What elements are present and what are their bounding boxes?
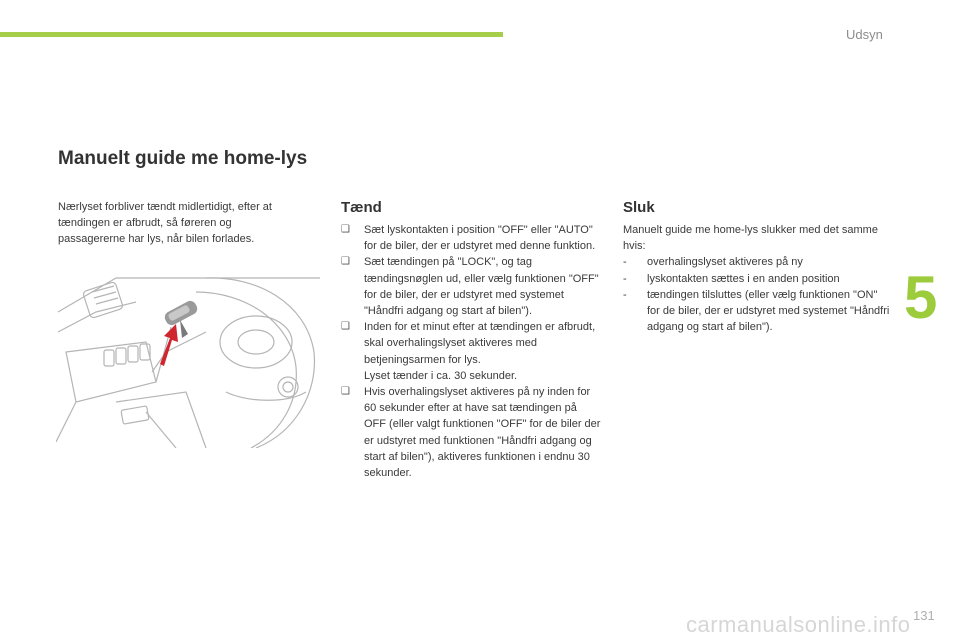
step-note: Lyset tænder i ca. 30 sekunder. [364,369,518,382]
intro-text: Nærlyset forbliver tændt midlertidigt, efter at tændingen er afbrudt, så føreren og passagererne har lys, når bilen forlades. [58,201,272,245]
taend-steps [341,222,601,481]
list-item [623,254,893,270]
sluk-heading: Sluk [623,199,655,216]
item-text: overhalingslyset aktiveres på ny [647,256,803,269]
step-text: Sæt tændingen på "LOCK", og tag tændingsnøglen ud, eller vælg funktionen "OFF" for de biler, der er udstyret med systemet "Håndfri adgang og start af bilen"). [364,256,599,318]
sluk-intro: Manuelt guide me home-lys slukker med det samme hvis: [623,224,878,253]
taend-heading: Tænd [341,199,382,216]
list-item [341,254,601,319]
chapter-color-bar [0,32,503,37]
step-text: Inden for et minut efter at tændingen er afbrudt, skal overhalingslyset aktiveres med betjeningsarmen for lys. [364,321,596,366]
list-item [341,384,601,481]
checkbox-bullet-icon: ❑ [341,224,350,235]
checkbox-bullet-icon: ❑ [341,321,350,333]
list-item [623,287,893,336]
dashboard-lever-illustration [56,272,320,448]
sluk-section [623,222,893,335]
watermark: carmanualsonline.info [686,612,911,637]
list-item [623,271,893,287]
item-text: lyskontakten sættes i en anden position [647,272,840,285]
list-item [341,319,601,384]
section-name: Udsyn [846,27,883,42]
page-title: Manuelt guide me home-lys [58,148,308,169]
chapter-number: 5 [904,264,938,331]
page-number: 131 [913,608,935,623]
dash-bullet: - [623,288,627,301]
dash-bullet: - [623,272,627,285]
checkbox-bullet-icon: ❑ [341,386,350,398]
step-text: Hvis overhalingslyset aktiveres på ny inden for 60 sekunder efter at have sat tændingen på OFF (eller valgt funktionen "OFF" for de biler der er udstyret med funktionen "Håndfri adgang og start af bilen"), aktiveres funktionen i endnu 30 sekunder. [364,386,601,480]
list-item [341,222,601,254]
checkbox-bullet-icon: ❑ [341,256,350,268]
step-text: Sæt lyskontakten i position "OFF" eller "AUTO" for de biler, der er udstyret med denne funktion. [364,224,596,253]
dash-bullet: - [623,256,627,269]
item-text: tændingen tilsluttes (eller vælg funktionen "ON" for de biler, der er udstyret med systemet "Håndfri adgang og start af bilen"). [647,288,890,334]
